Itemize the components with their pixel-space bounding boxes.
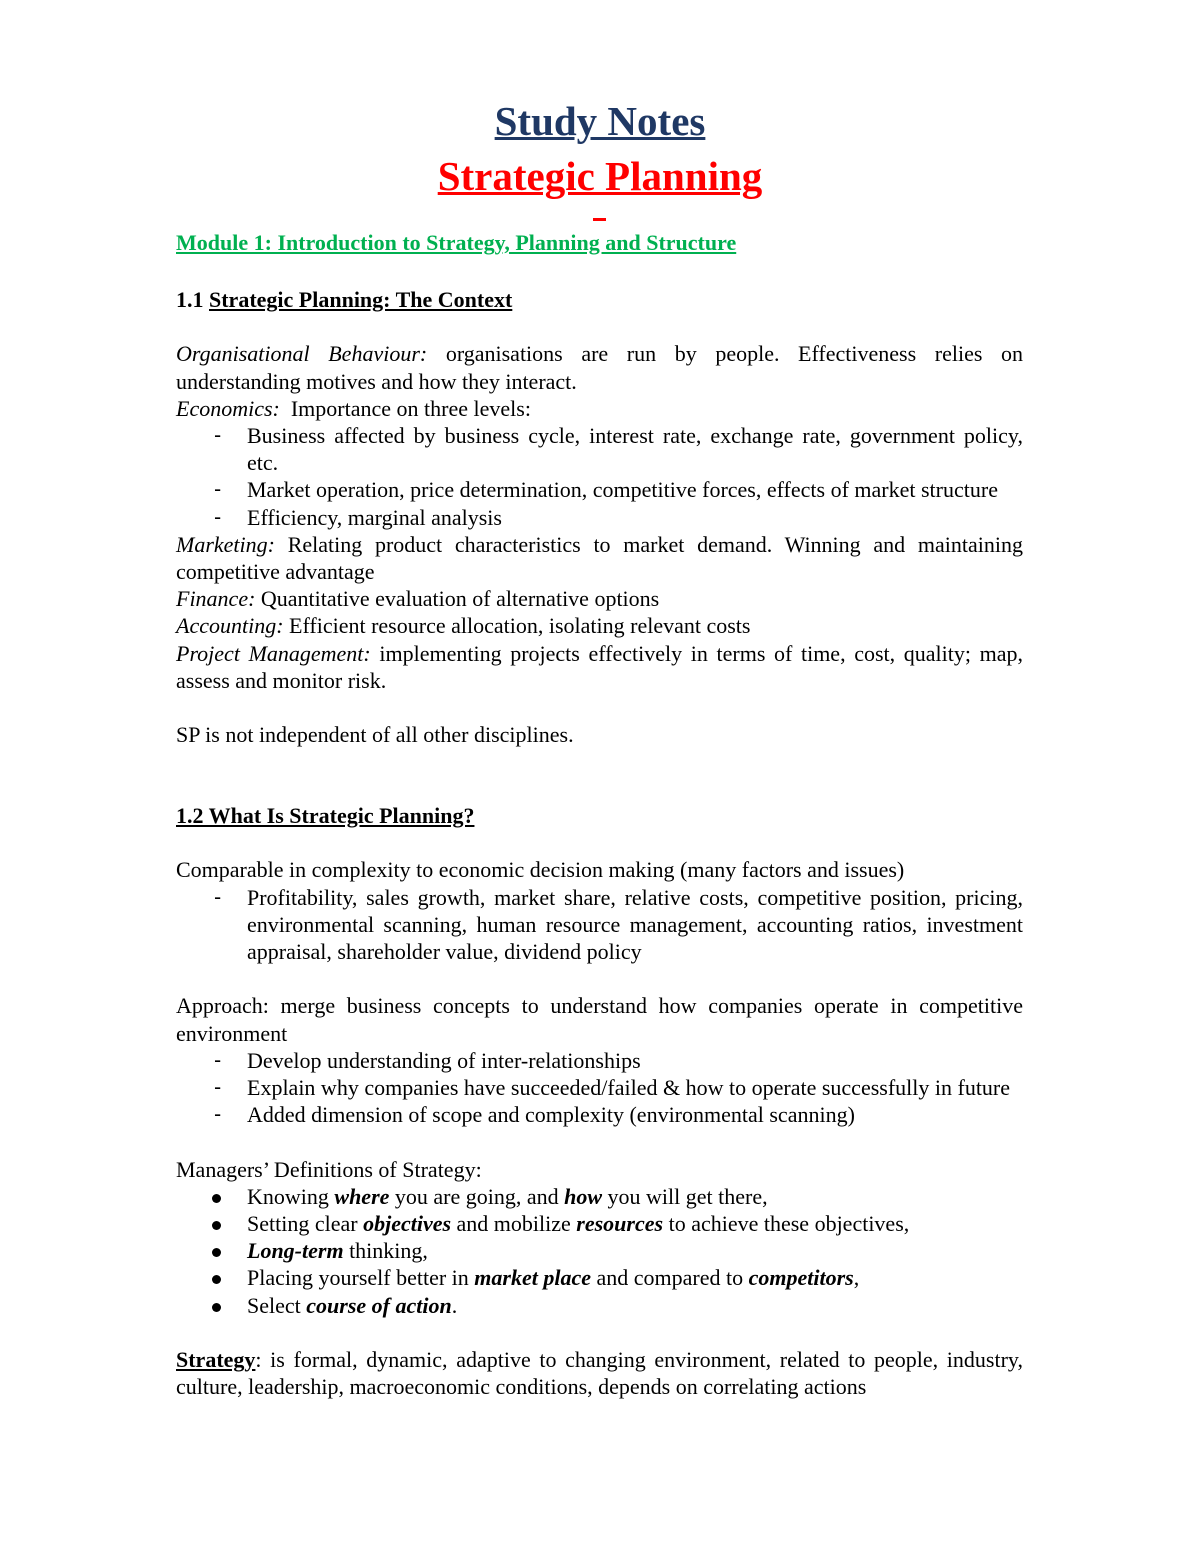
definition-emphasis: resources [576,1211,664,1236]
definition-text: to achieve these objectives, [663,1211,910,1236]
section-1-1 [176,286,1023,748]
marketing-paragraph [176,531,1023,585]
list-item [176,504,1023,531]
list-item [176,1074,1023,1101]
dash-bullet-icon: - [214,423,222,447]
definition-text: . [451,1292,458,1318]
definition-emphasis: objectives [363,1211,452,1236]
strategy-label: Strategy [176,1347,256,1372]
definition-text: Select [247,1292,307,1318]
definition-emphasis: Long-term [247,1238,344,1264]
accounting-paragraph [176,612,1023,639]
economics-label: Economics: [176,395,280,421]
document-title [0,96,1200,146]
definition-text: and mobilize [451,1211,577,1236]
list-item-text: Market operation, price determination, competitive forces, effects of market structure [247,477,998,503]
definition-emphasis: course of action [306,1292,452,1318]
section-1-1-heading [176,286,1023,313]
dash-bullet-icon: - [214,477,222,502]
definitions-list [176,1183,1023,1319]
definition-emphasis: how [564,1183,603,1209]
section-1-2-title: 1.2 What Is Strategic Planning? [176,803,475,828]
definition-emphasis: competitors [748,1265,854,1291]
definition-text: you are going, and [389,1183,565,1209]
list-item [176,1183,1023,1210]
managers-definitions-heading: Managers’ Definitions of Strategy: [176,1156,482,1182]
list-item [176,1237,1023,1264]
list-item [176,1047,1023,1074]
list-item [176,884,1023,966]
module-heading: Module 1: Introduction to Strategy, Planning and Structure [176,230,737,255]
document-title-text: Study Notes [494,98,706,144]
definition-emphasis: where [334,1183,390,1209]
definition-text: , [853,1265,860,1291]
accounting-text: Efficient resource allocation, isolating relevant costs [283,613,751,639]
sp-note: SP is not independent of all other disciplines. [176,722,574,748]
marketing-text: Relating product characteristics to market demand. Winning and maintaining competitive advantage [176,531,1023,585]
list-item [176,476,1023,503]
org-behaviour-text: organisations are run by people. Effectiveness relies on understanding motives and how they interact. [176,341,1023,394]
list-item-text: Explain why companies have succeeded/failed & how to operate successfully in future [247,1075,1011,1100]
project-management-label: Project Management: [176,640,371,666]
section-1-1-title: Strategic Planning: The Context [209,287,513,312]
dash-bullet-icon: - [214,884,222,909]
dot-bullet-icon [212,1303,221,1312]
definition-text: Setting clear [247,1211,364,1236]
definition-emphasis: market place [474,1265,591,1291]
section-1-2 [176,802,1023,1400]
list-item-text: Added dimension of scope and complexity (environmental scanning) [247,1102,855,1128]
definition-text: and compared to [590,1265,749,1291]
list-item [176,1264,1023,1291]
accounting-label: Accounting: [176,613,284,639]
definition-text: thinking, [343,1238,428,1264]
dash-bullet-icon: - [214,1047,222,1072]
strategy-text: : is formal, dynamic, adaptive to changing environment, related to people, industry, culture, leadership, macroeconomic conditions, depends on correlating actions [176,1347,1023,1400]
comparable-list [176,884,1023,966]
economics-paragraph [176,395,1023,422]
list-item-text: Profitability, sales growth, market share, relative costs, competitive position, pricing, environmental scanning, human resource management, accounting ratios, investment appraisal, shareholder value, dividend policy [247,884,1023,964]
dash-bullet-icon: - [214,1075,222,1099]
dot-bullet-icon [212,1194,221,1203]
approach-paragraph: Approach: merge business concepts to understand how companies operate in competitive environment [176,993,1023,1046]
project-management-text: implementing projects effectively in terms of time, cost, quality; map, assess and monitor risk. [176,640,1023,693]
org-behaviour-paragraph [176,340,1023,394]
list-item [176,1292,1023,1319]
comparable-paragraph: Comparable in complexity to economic decision making (many factors and issues) [176,857,905,883]
finance-text: Quantitative evaluation of alternative options [255,586,660,612]
document-subtitle-text: Strategic Planning [437,153,763,199]
economics-text: Importance on three levels: [279,395,531,421]
finance-label: Finance: [176,586,256,612]
definition-text: Placing yourself better in [247,1265,475,1291]
list-item [176,422,1023,476]
module-heading-block [176,229,1023,256]
section-1-1-number: 1.1 [176,287,209,312]
definition-text: you will get there, [602,1183,768,1209]
project-management-paragraph [176,640,1023,694]
dash-bullet-icon: - [214,1102,222,1127]
dash-bullet-icon: - [214,504,222,529]
dot-bullet-icon [212,1275,221,1284]
document-subtitle [0,150,1200,202]
marketing-label: Marketing: [176,531,275,557]
list-item-text: Business affected by business cycle, interest rate, exchange rate, government policy, etc. [247,423,1023,476]
strategy-paragraph [176,1346,1023,1400]
definition-text: Knowing [247,1183,335,1209]
title-underline-mark [593,218,606,221]
list-item-text: Develop understanding of inter-relationships [247,1047,641,1073]
economics-list [176,422,1023,531]
list-item [176,1101,1023,1128]
finance-paragraph [176,585,1023,612]
list-item-text: Efficiency, marginal analysis [247,504,502,530]
org-behaviour-label: Organisational Behaviour: [176,341,428,367]
dot-bullet-icon [212,1221,221,1230]
section-1-2-heading [176,802,1023,829]
list-item [176,1210,1023,1237]
approach-list [176,1047,1023,1129]
dot-bullet-icon [212,1248,221,1257]
